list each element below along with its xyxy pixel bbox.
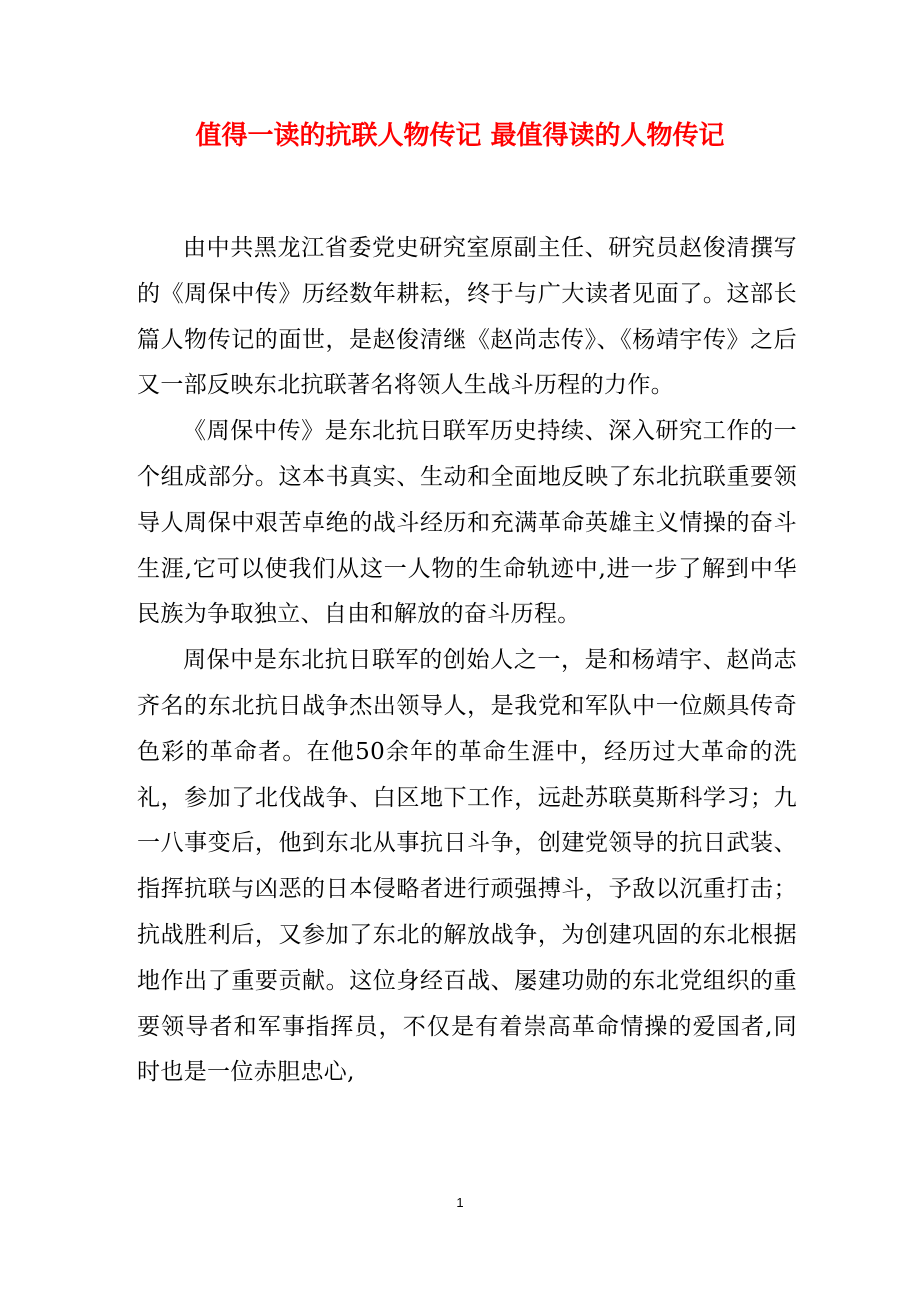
page-title: 值得一读的抗联人物传记 最值得读的人物传记 xyxy=(195,121,725,151)
page-number: 1 xyxy=(456,1195,464,1210)
article-body xyxy=(137,226,797,1096)
paragraph-1: 由中共黑龙江省委党史研究室原副主任、研究员赵俊清撰写的《周保中传》历经数年耕耘，终于与广大读者见面了。这部长篇人物传记的面世，是赵俊清继《赵尚志传》、《杨靖宇传》之后又一部反映东北抗联著名将领人生战斗历程的力作。 xyxy=(137,235,797,399)
paragraph-2: 《周保中传》是东北抗日联军历史持续、深入研究工作的一个组成部分。这本书真实、生动和全面地反映了东北抗联重要领导人周保中艰苦卓绝的战斗经历和充满革命英雄主义情操的奋斗生涯,它可以使我们从这一人物的生命轨迹中,进一步了解到中华民族为争取独立、自由和解放的奋斗历程。 xyxy=(137,418,797,628)
paragraph-3: 周保中是东北抗日联军的创始人之一，是和杨靖宇、赵尚志齐名的东北抗日战争杰出领导人，是我党和军队中一位颇具传奇色彩的革命者。在他50余年的革命生涯中，经历过大革命的洗礼，参加了北伐战争、白区地下工作，远赴苏联莫斯科学习；九一八事变后，他到东北从事抗日斗争，创建党领导的抗日武装、指挥抗联与凶恶的日本侵略者进行顽强搏斗，予敌以沉重打击；抗战胜利后，又参加了东北的解放战争，为创建巩固的东北根据地作出了重要贡献。这位身经百战、屡建功勋的东北党组织的重要领导者和军事指挥员，不仅是有着崇高革命情操的爱国者,同时也是一位赤胆忠心, xyxy=(137,647,797,1086)
